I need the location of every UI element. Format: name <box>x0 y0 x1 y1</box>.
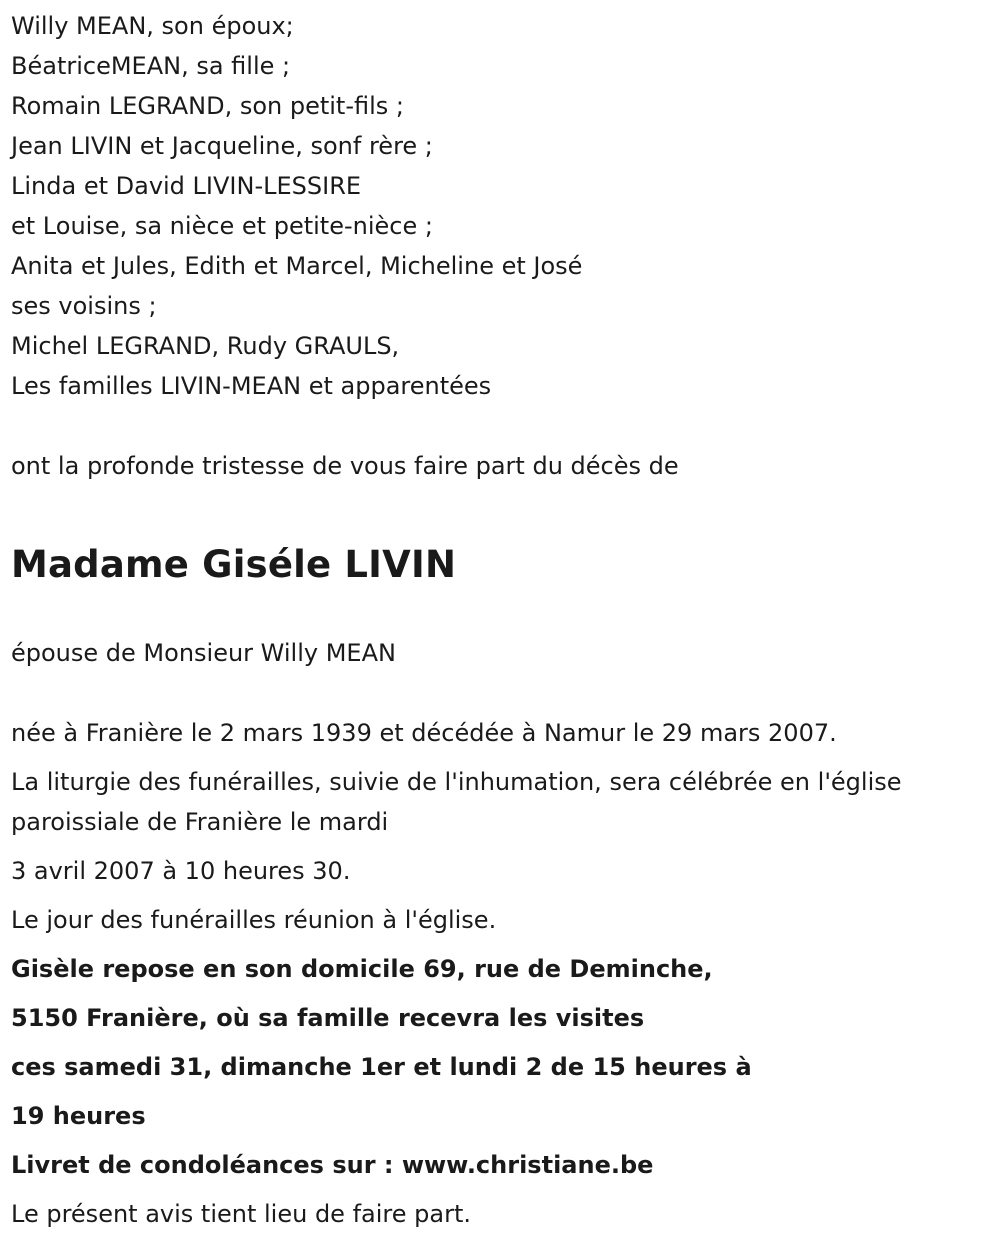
family-member: Michel LEGRAND, Rudy GRAULS, <box>11 332 400 360</box>
family-list <box>11 6 1000 406</box>
family-member: BéatriceMEAN, sa fille ; <box>11 52 291 80</box>
birth-death-line: née à Franière le 2 mars 1939 et décédée à Namur le 29 mars 2007. <box>11 719 837 747</box>
notice-line: Le présent avis tient lieu de faire part. <box>11 1200 471 1228</box>
family-member: Willy MEAN, son époux; <box>11 12 294 40</box>
repose-line: ces samedi 31, dimanche 1er et lundi 2 de 15 heures à <box>11 1053 752 1081</box>
repose-line: 5150 Franière, où sa famille recevra les visites <box>11 1004 645 1032</box>
family-member: ses voisins ; <box>11 292 157 320</box>
condolences-line: Livret de condoléances sur : www.christiane.be <box>11 1151 654 1179</box>
liturgy-line: La liturgie des funérailles, suivie de l'inhumation, sera célébrée en l'église paroissiale de Franière le mardi <box>11 768 902 836</box>
announcement-intro: ont la profonde tristesse de vous faire part du décès de <box>11 452 679 480</box>
gathering-line: Le jour des funérailles réunion à l'église. <box>11 906 497 934</box>
family-member: Jean LIVIN et Jacqueline, sonf rère ; <box>11 132 433 160</box>
family-member: Linda et David LIVIN-LESSIRE <box>11 172 362 200</box>
deceased-name: Madame Giséle LIVIN <box>11 543 457 586</box>
family-member: Les familles LIVIN-MEAN et apparentées <box>11 372 492 400</box>
funeral-details <box>11 713 1000 1234</box>
family-member: Romain LEGRAND, son petit-fils ; <box>11 92 404 120</box>
family-member: et Louise, sa nièce et petite-nièce ; <box>11 212 433 240</box>
repose-line: Gisèle repose en son domicile 69, rue de Deminche, <box>11 955 713 983</box>
repose-line: 19 heures <box>11 1102 146 1130</box>
spouse-line: épouse de Monsieur Willy MEAN <box>11 639 396 667</box>
date-time-line: 3 avril 2007 à 10 heures 30. <box>11 857 351 885</box>
family-member: Anita et Jules, Edith et Marcel, Micheline et José <box>11 252 583 280</box>
